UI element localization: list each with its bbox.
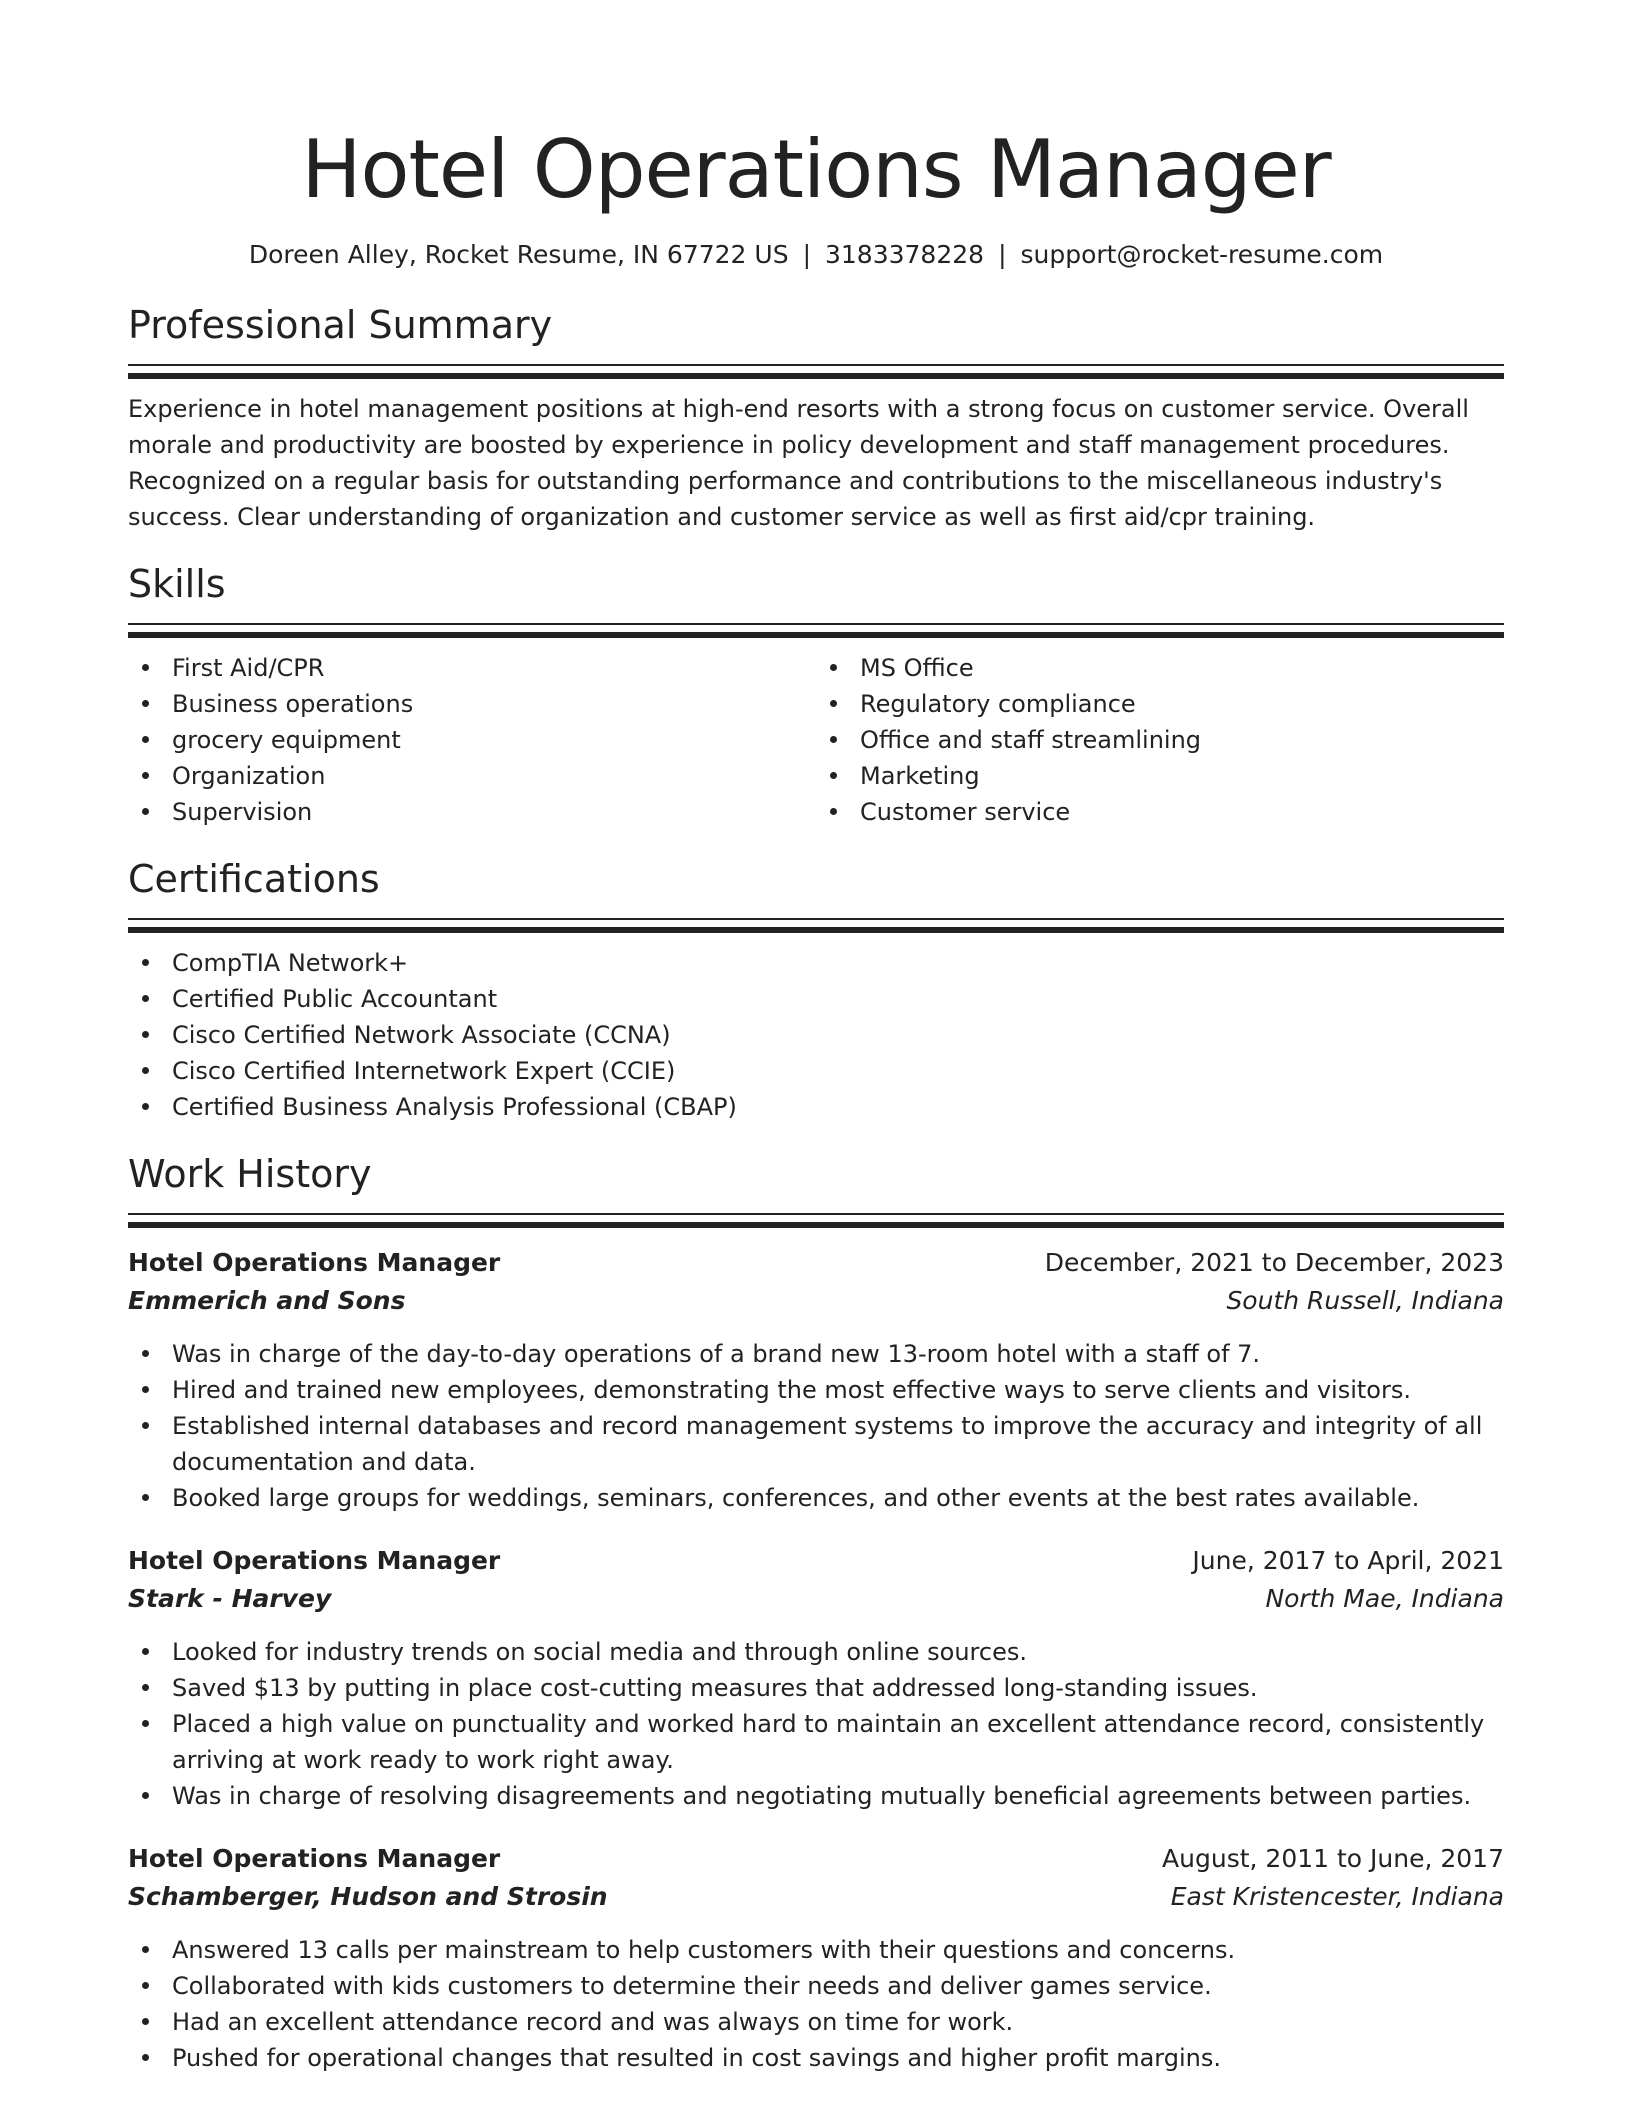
job-location: North Mae, Indiana	[1265, 1584, 1504, 1613]
certification-item: Certified Public Accountant	[128, 981, 1504, 1017]
summary-heading: Professional Summary	[128, 303, 553, 347]
job-dates: August, 2011 to June, 2017	[1162, 1844, 1504, 1873]
job-bullet: Looked for industry trends on social media and through online sources.	[128, 1634, 1504, 1670]
work-section	[128, 1149, 1504, 2076]
job-bullet: Had an excellent attendance record and was always on time for work.	[128, 2004, 1504, 2040]
contact-email: support@rocket-resume.com	[1020, 240, 1384, 269]
certification-item: Cisco Certified Internetwork Expert (CCIE)	[128, 1053, 1504, 1089]
skill-item: Organization	[128, 758, 816, 794]
skill-item: MS Office	[816, 650, 1504, 686]
contact-separator: |	[802, 240, 811, 269]
job-bullet: Booked large groups for weddings, seminars, conferences, and other events at the best rates available.	[128, 1480, 1504, 1516]
section-divider	[128, 364, 1504, 379]
job-dates: December, 2021 to December, 2023	[1044, 1248, 1504, 1277]
summary-text: Experience in hotel management positions at high-end resorts with a strong focus on customer service. Overall morale and productivity are boosted by experience in policy development and staff management procedures. Recognized on a regular basis for outstanding performance and contributions to the miscellaneous industry's success. Clear understanding of organization and customer service as well as first aid/cpr training.	[128, 395, 1469, 531]
skills-section	[128, 559, 1504, 830]
job-subheader	[128, 1580, 1504, 1618]
job-bullet: Was in charge of resolving disagreements and negotiating mutually beneficial agreements between parties.	[128, 1778, 1504, 1814]
section-divider	[128, 1213, 1504, 1228]
job-bullet: Established internal databases and record management systems to improve the accuracy and integrity of all documentation and data.	[128, 1408, 1504, 1480]
certifications-list	[128, 945, 1504, 1125]
section-divider	[128, 623, 1504, 638]
skills-list-left	[128, 650, 816, 830]
job-entry	[128, 1542, 1504, 1814]
skill-item: Supervision	[128, 794, 816, 830]
job-company: Emmerich and Sons	[128, 1286, 406, 1315]
job-header	[128, 1244, 1504, 1282]
certifications-section	[128, 854, 1504, 1125]
job-bullet: Collaborated with kids customers to determine their needs and deliver games service.	[128, 1968, 1504, 2004]
certifications-heading: Certifications	[128, 857, 380, 901]
section-divider	[128, 918, 1504, 933]
job-header	[128, 1840, 1504, 1878]
skills-heading: Skills	[128, 562, 226, 606]
skills-list-right	[816, 650, 1504, 830]
job-title: Hotel Operations Manager	[128, 1844, 501, 1873]
certification-item: Certified Business Analysis Professional (CBAP)	[128, 1089, 1504, 1125]
job-company: Stark - Harvey	[128, 1584, 332, 1613]
job-location: South Russell, Indiana	[1226, 1286, 1504, 1315]
job-bullet: Was in charge of the day-to-day operations of a brand new 13-room hotel with a staff of 7.	[128, 1336, 1504, 1372]
skill-item: Customer service	[816, 794, 1504, 830]
job-bullet: Pushed for operational changes that resulted in cost savings and higher profit margins.	[128, 2040, 1504, 2076]
job-subheader	[128, 1282, 1504, 1320]
contact-separator: |	[998, 240, 1007, 269]
job-entry	[128, 1840, 1504, 2076]
job-header	[128, 1542, 1504, 1580]
skill-item: Marketing	[816, 758, 1504, 794]
job-entry	[128, 1244, 1504, 1516]
contact-address: Doreen Alley, Rocket Resume, IN 67722 US	[248, 240, 789, 269]
job-title: Hotel Operations Manager	[128, 1248, 501, 1277]
skills-columns	[128, 650, 1504, 830]
contact-phone: 3183378228	[825, 240, 985, 269]
job-bullet: Placed a high value on punctuality and worked hard to maintain an excellent attendance record, consistently arriving at work ready to work right away.	[128, 1706, 1504, 1778]
certification-item: CompTIA Network+	[128, 945, 1504, 981]
job-location: East Kristencester, Indiana	[1170, 1882, 1504, 1911]
skill-item: Business operations	[128, 686, 816, 722]
page-title: Hotel Operations Manager	[301, 123, 1331, 216]
skill-item: Office and staff streamlining	[816, 722, 1504, 758]
certification-item: Cisco Certified Network Associate (CCNA)	[128, 1017, 1504, 1053]
job-bullet: Hired and trained new employees, demonstrating the most effective ways to serve clients and visitors.	[128, 1372, 1504, 1408]
work-heading: Work History	[128, 1152, 372, 1196]
skill-item: Regulatory compliance	[816, 686, 1504, 722]
job-bullets	[128, 1932, 1504, 2076]
job-bullets	[128, 1336, 1504, 1516]
job-bullet: Answered 13 calls per mainstream to help customers with their questions and concerns.	[128, 1932, 1504, 1968]
job-dates: June, 2017 to April, 2021	[1192, 1546, 1504, 1575]
skill-item: First Aid/CPR	[128, 650, 816, 686]
skill-item: grocery equipment	[128, 722, 816, 758]
job-company: Schamberger, Hudson and Strosin	[128, 1882, 608, 1911]
summary-section	[128, 300, 1504, 535]
job-bullets	[128, 1634, 1504, 1814]
job-subheader	[128, 1878, 1504, 1916]
contact-line	[128, 238, 1504, 272]
job-bullet: Saved $13 by putting in place cost-cutting measures that addressed long-standing issues.	[128, 1670, 1504, 1706]
job-title: Hotel Operations Manager	[128, 1546, 501, 1575]
